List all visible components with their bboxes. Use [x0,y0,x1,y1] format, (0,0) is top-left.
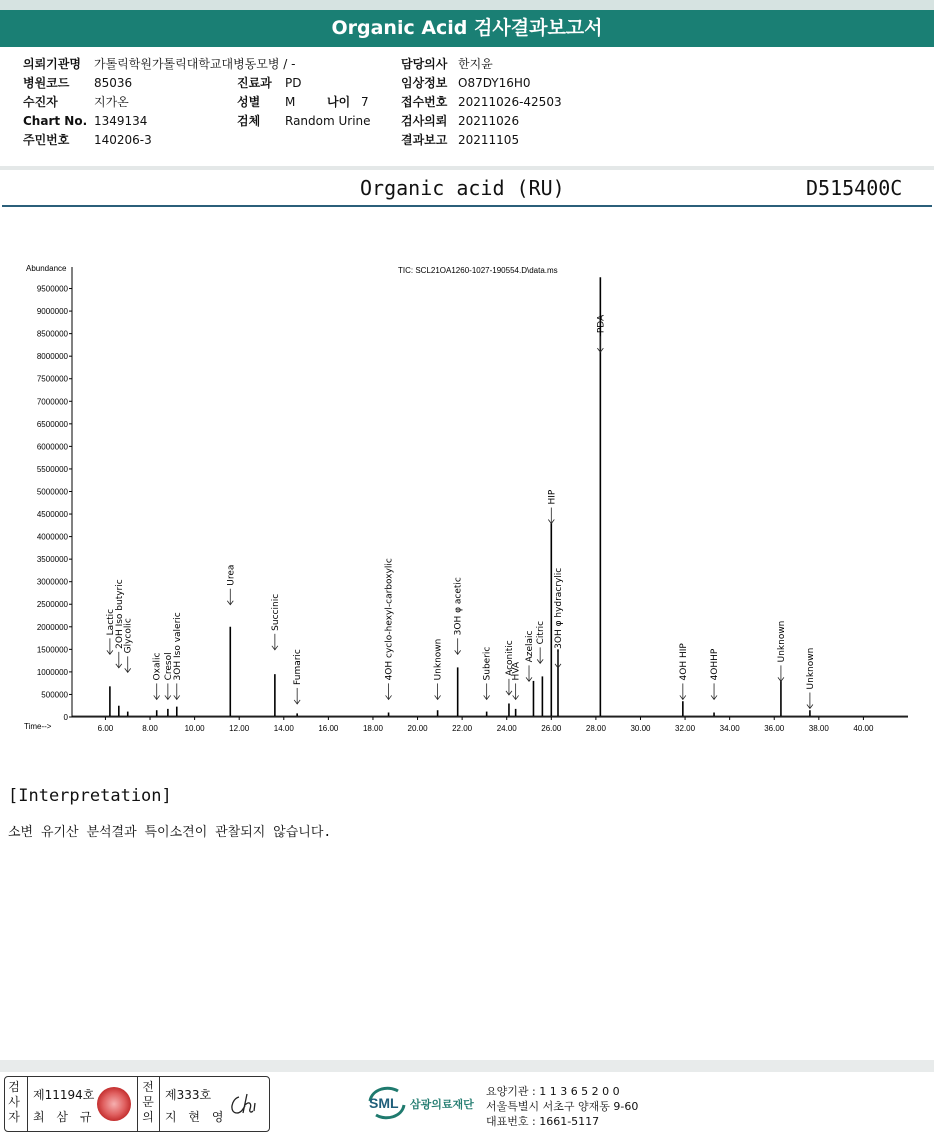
address-block [486,1084,638,1129]
peak-annotation: Unknown [433,638,444,681]
x-tick-label: 30.00 [630,724,651,733]
info-label: 진료과 [237,76,272,90]
peak-annotation: 4OHHP [710,648,721,681]
y-tick-label: 8000000 [36,352,68,362]
peak-annotation: Succinic [270,593,281,631]
signer2-name: 지 현 영 [165,1110,228,1124]
info-label: 수진자 [23,95,58,109]
signer2-role: 전문의 [142,1080,154,1124]
y-tick-label: 4500000 [36,510,68,520]
test-name: Organic acid (RU) [360,176,565,200]
peak-annotation: Azelaic [525,630,536,663]
x-tick-label: 14.00 [273,724,294,733]
footer-divider [0,1060,934,1072]
info-value: 가톨릭학원가톨릭대학교대병동모병 / - [94,57,296,71]
y-tick-label: 3000000 [36,577,68,587]
y-tick-label: 7500000 [36,374,68,384]
y-tick-label: 2500000 [36,600,68,610]
x-tick-label: 34.00 [719,724,740,733]
x-tick-label: 38.00 [808,724,829,733]
y-tick-label: 5500000 [36,464,68,474]
info-row-sex-age [237,93,371,112]
peak-annotation: 3OH Iso valeric [172,612,183,681]
y-tick-label: 1500000 [36,645,68,655]
peak-annotation: Unknown [805,647,816,690]
y-tick-label: 0 [63,713,68,722]
x-tick-label: 20.00 [407,724,428,733]
y-tick-label: 8500000 [36,329,68,339]
info-label: 의뢰기관명 [23,57,81,71]
info-value: 지가온 [94,95,129,109]
info-value: PD [285,76,302,90]
x-tick-label: 12.00 [229,724,250,733]
y-tick-label: 6000000 [36,442,68,452]
section-divider [0,166,934,170]
y-tick-label: 4000000 [36,532,68,542]
info-row-resident-no [23,131,295,150]
signature-icon [227,1091,267,1119]
info-value: M [285,95,296,109]
info-label: 임상정보 [401,76,448,90]
info-label: 주민번호 [23,133,70,147]
peak-annotation: Urea [226,564,237,586]
peak-annotation: Suberic [482,646,493,681]
signer1-name: 최 삼 규 [33,1110,96,1124]
y-tick-label: 7000000 [36,397,68,407]
y-tick-label: 3500000 [36,555,68,565]
y-tick-label: 5000000 [36,487,68,497]
info-value: 85036 [94,76,133,90]
divider [27,1077,28,1131]
info-value: 1349134 [94,114,148,128]
x-tick-label: 26.00 [541,724,562,733]
address-line: 서울특별시 서초구 양재동 9-60 [486,1100,639,1113]
peak-annotation: 3OH φ hydracrylic [553,567,564,649]
test-code: D515400C [806,176,903,200]
interpretation-text: 소변 유기산 분석결과 특이소견이 관찰되지 않습니다. [8,825,332,840]
report-title: Organic Acid 검사결과보고서 [0,10,934,47]
x-tick-label: 32.00 [675,724,696,733]
info-label: 결과보고 [401,133,448,147]
x-axis-label: Time--> [24,722,52,731]
peak-annotation: 4OH HIP [678,643,689,681]
signer1-seal-icon [97,1087,131,1121]
info-value: Random Urine [285,114,371,128]
y-tick-label: 9000000 [36,307,68,317]
peak-annotation: HVA [511,661,522,681]
info-value: 한지윤 [458,57,493,71]
divider [159,1077,160,1131]
x-tick-label: 16.00 [318,724,339,733]
chromatogram-chart [0,255,934,745]
info-value: 140206-3 [94,133,152,147]
signer1-role: 검사자 [8,1080,20,1124]
x-tick-label: 24.00 [496,724,517,733]
info-label: Chart No. [23,114,88,128]
info-row-receipt-no [401,93,562,112]
info-label: 병원코드 [23,76,70,90]
peak-annotation: 2OH Iso butyric [114,579,125,649]
peak-annotation: Glycolic [123,618,134,654]
info-label: 나이 [327,95,351,109]
info-value: 20211026 [458,114,520,128]
peak-annotation: Fumaric [293,649,304,685]
x-tick-label: 28.00 [585,724,606,733]
info-value: 20211105 [458,133,520,147]
x-tick-label: 40.00 [853,724,874,733]
peak-annotation: Lactic [105,608,116,636]
peak-annotation: Cresol [163,652,174,681]
info-row-requester [23,55,295,74]
header-rule [2,205,932,207]
peak-annotation: PDA [596,314,607,334]
x-tick-label: 10.00 [184,724,205,733]
x-tick-label: 36.00 [764,724,785,733]
info-row-department [237,74,371,93]
top-strip [0,0,934,10]
y-axis-label: Abundance [26,264,67,273]
peak-annotation: 4OH cyclo-hexyl-carboxylic [384,558,395,681]
peak-annotation: Citric [536,620,547,645]
peak-annotation: Aconitic [504,640,515,676]
peak-annotation: Oxalic [152,652,163,681]
info-row-specimen [237,112,371,131]
patient-info-right [401,55,562,150]
y-tick-label: 2000000 [36,622,68,632]
y-tick-label: 6500000 [36,419,68,429]
signer2-license: 제333호 [165,1088,212,1102]
info-value: 20211026-42503 [458,95,562,109]
info-row-clinical-info [401,74,562,93]
x-tick-label: 18.00 [362,724,383,733]
divider [137,1077,138,1131]
address-line: 대표번호 : 1661-5117 [486,1115,600,1128]
address-line: 요양기관 : 1 1 3 6 5 2 0 0 [486,1085,620,1098]
chart-title: TIC: SCL21OA1260-1027-190554.D\data.ms [398,266,558,275]
x-tick-label: 22.00 [452,724,473,733]
patient-info-middle [237,74,371,131]
x-tick-label: 8.00 [142,724,158,733]
info-label: 담당의사 [401,57,448,71]
info-value: 7 [361,95,369,109]
y-tick-label: 9500000 [36,284,68,294]
info-row-report-date [401,131,562,150]
peak-annotation: Unknown [776,620,787,663]
info-value: O87DY16H0 [458,76,531,90]
info-label: 접수번호 [401,95,448,109]
foundation-name: 삼광의료재단 [410,1098,474,1111]
peak-annotation: HIP [547,489,558,505]
y-tick-label: 1000000 [36,667,68,677]
info-label: 검체 [237,114,261,128]
x-tick-label: 6.00 [97,724,114,733]
interpretation-heading: [Interpretation] [8,786,172,806]
info-label: 성별 [237,95,261,109]
sml-logo-icon [366,1083,408,1123]
signer1-license: 제11194호 [33,1088,95,1102]
signature-box [4,1076,270,1132]
peak-annotation: 3OH φ acetic [453,577,464,636]
info-row-doctor [401,55,562,74]
info-row-request-date [401,112,562,131]
info-label: 검사의뢰 [401,114,448,128]
y-tick-label: 500000 [41,690,68,700]
svg-text:SML: SML [369,1095,399,1111]
